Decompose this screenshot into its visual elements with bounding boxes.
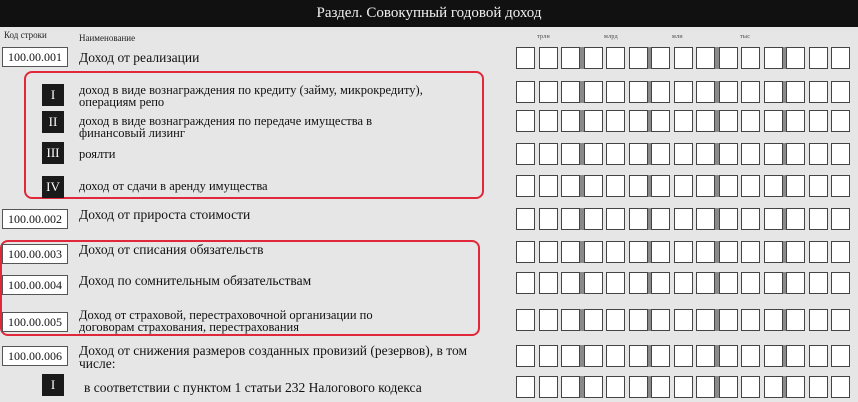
digit-cell[interactable] — [674, 345, 693, 367]
digit-cell[interactable] — [674, 272, 693, 294]
digit-cell[interactable] — [516, 175, 535, 197]
digit-cell[interactable] — [516, 309, 535, 331]
digit-cell[interactable] — [606, 175, 625, 197]
digit-cell[interactable] — [606, 110, 625, 132]
digit-cell[interactable] — [696, 47, 715, 69]
digit-cell[interactable] — [831, 345, 850, 367]
digit-cell[interactable] — [831, 309, 850, 331]
digit-cell[interactable] — [809, 208, 828, 230]
digit-cell[interactable] — [516, 110, 535, 132]
digit-cell[interactable] — [786, 241, 805, 263]
digit-cell[interactable] — [539, 175, 558, 197]
digit-cell[interactable] — [809, 47, 828, 69]
digit-cell[interactable] — [764, 272, 783, 294]
digit-cell[interactable] — [741, 376, 760, 398]
digit-cell[interactable] — [539, 110, 558, 132]
digit-cell[interactable] — [651, 272, 670, 294]
digit-cell[interactable] — [539, 208, 558, 230]
digit-cell[interactable] — [719, 309, 738, 331]
digit-cell[interactable] — [539, 345, 558, 367]
row-label: Доход от снижения размеров созданных провизий (резервов), в том числе: — [79, 343, 468, 371]
row-label: Доход от реализации — [79, 50, 200, 65]
digit-cell[interactable] — [651, 81, 670, 103]
digit-cell[interactable] — [516, 241, 535, 263]
digit-cell[interactable] — [651, 110, 670, 132]
digit-cell[interactable] — [629, 376, 648, 398]
digit-cell[interactable] — [674, 175, 693, 197]
digit-cell[interactable] — [696, 81, 715, 103]
digit-cell[interactable] — [719, 208, 738, 230]
row-label: доход от сдачи в аренду имущества — [79, 179, 268, 193]
digit-cell[interactable] — [539, 241, 558, 263]
digit-cell[interactable] — [719, 110, 738, 132]
row-code: 100.00.002 — [2, 209, 68, 229]
digit-cell[interactable] — [831, 110, 850, 132]
digit-cell[interactable] — [629, 110, 648, 132]
digit-cell[interactable] — [764, 175, 783, 197]
digit-cell[interactable] — [584, 110, 603, 132]
digit-cell[interactable] — [719, 175, 738, 197]
digit-cell[interactable] — [696, 208, 715, 230]
digit-cell[interactable] — [606, 376, 625, 398]
digit-cell[interactable] — [741, 81, 760, 103]
digit-cell[interactable] — [629, 175, 648, 197]
digit-cell[interactable] — [786, 272, 805, 294]
digit-cell[interactable] — [606, 208, 625, 230]
digit-cell[interactable] — [764, 376, 783, 398]
digit-cell[interactable] — [674, 376, 693, 398]
digit-cell[interactable] — [584, 47, 603, 69]
digit-cell[interactable] — [674, 309, 693, 331]
digit-cell[interactable] — [831, 47, 850, 69]
digit-cell[interactable] — [786, 143, 805, 165]
digit-cell[interactable] — [786, 110, 805, 132]
digit-cell[interactable] — [831, 175, 850, 197]
row-code: 100.00.006 — [2, 346, 68, 366]
digit-cell[interactable] — [809, 81, 828, 103]
digit-cell[interactable] — [809, 143, 828, 165]
digit-cell[interactable] — [539, 272, 558, 294]
digit-cell[interactable] — [831, 272, 850, 294]
digit-cell[interactable] — [561, 175, 580, 197]
digit-cell[interactable] — [719, 376, 738, 398]
row-code: 100.00.004 — [2, 275, 68, 295]
unit-billion: млрд — [604, 34, 618, 40]
digit-cell[interactable] — [741, 241, 760, 263]
roman-numeral-badge: IV — [42, 176, 64, 198]
digit-cell[interactable] — [539, 143, 558, 165]
digit-cell[interactable] — [696, 376, 715, 398]
digit-cell[interactable] — [584, 309, 603, 331]
digit-cell[interactable] — [741, 143, 760, 165]
digit-cell[interactable] — [561, 241, 580, 263]
digit-cell[interactable] — [516, 47, 535, 69]
digit-cell[interactable] — [584, 241, 603, 263]
name-column-header: Наименование — [79, 33, 136, 43]
digit-cell[interactable] — [741, 309, 760, 331]
section-title: Раздел. Совокупный годовой доход — [0, 0, 858, 27]
row-label: доход в виде вознаграждения по кредиту (займу, микрокредиту), операциям репо — [79, 83, 423, 109]
roman-numeral-badge: III — [42, 142, 64, 164]
digit-cell[interactable] — [606, 241, 625, 263]
digit-cell[interactable] — [651, 47, 670, 69]
digit-cell[interactable] — [606, 81, 625, 103]
digit-cell[interactable] — [696, 345, 715, 367]
digit-cell[interactable] — [786, 47, 805, 69]
digit-cell[interactable] — [651, 309, 670, 331]
digit-cell[interactable] — [651, 345, 670, 367]
digit-cell[interactable] — [719, 143, 738, 165]
digit-cell[interactable] — [786, 175, 805, 197]
digit-cell[interactable] — [809, 110, 828, 132]
digit-cell[interactable] — [561, 345, 580, 367]
digit-cell[interactable] — [561, 309, 580, 331]
digit-cell[interactable] — [629, 241, 648, 263]
digit-cell[interactable] — [516, 143, 535, 165]
digit-cell[interactable] — [584, 272, 603, 294]
digit-cell[interactable] — [719, 47, 738, 69]
digit-cell[interactable] — [764, 110, 783, 132]
digit-cell[interactable] — [651, 241, 670, 263]
digit-cell[interactable] — [831, 208, 850, 230]
digit-cell[interactable] — [584, 345, 603, 367]
digit-cell[interactable] — [674, 81, 693, 103]
digit-cell[interactable] — [719, 241, 738, 263]
digit-cell[interactable] — [561, 143, 580, 165]
row-label: доход в виде вознаграждения по передаче имущества в финансовый лизинг — [79, 114, 373, 140]
digit-cell[interactable] — [786, 81, 805, 103]
digit-cell[interactable] — [696, 175, 715, 197]
digit-cell[interactable] — [651, 143, 670, 165]
digit-cell[interactable] — [629, 345, 648, 367]
digit-cell[interactable] — [584, 143, 603, 165]
digit-cell[interactable] — [629, 272, 648, 294]
row-label: Доход от прироста стоимости — [79, 207, 251, 222]
digit-cell[interactable] — [561, 81, 580, 103]
row-code: 100.00.005 — [2, 312, 68, 332]
digit-cell[interactable] — [674, 208, 693, 230]
digit-cell[interactable] — [741, 110, 760, 132]
digit-cell[interactable] — [674, 110, 693, 132]
digit-cell[interactable] — [764, 143, 783, 165]
digit-cell[interactable] — [629, 143, 648, 165]
digit-cell[interactable] — [696, 241, 715, 263]
row-label: в соответствии с пунктом 1 статьи 232 Налогового кодекса — [84, 380, 422, 395]
digit-cell[interactable] — [651, 175, 670, 197]
digit-cell[interactable] — [629, 81, 648, 103]
digit-cell[interactable] — [629, 208, 648, 230]
digit-cell[interactable] — [516, 81, 535, 103]
digit-cell[interactable] — [809, 241, 828, 263]
digit-cell[interactable] — [741, 175, 760, 197]
digit-cell[interactable] — [516, 345, 535, 367]
digit-cell[interactable] — [561, 110, 580, 132]
digit-cell[interactable] — [764, 47, 783, 69]
digit-cell[interactable] — [606, 309, 625, 331]
digit-cell[interactable] — [831, 81, 850, 103]
digit-cell[interactable] — [831, 376, 850, 398]
row-label: Доход от списания обязательств — [79, 242, 264, 257]
digit-cell[interactable] — [764, 241, 783, 263]
digit-cell[interactable] — [831, 241, 850, 263]
digit-cell[interactable] — [629, 47, 648, 69]
roman-numeral-badge: I — [42, 84, 64, 106]
digit-cell[interactable] — [539, 81, 558, 103]
digit-cell[interactable] — [786, 309, 805, 331]
digit-cell[interactable] — [539, 47, 558, 69]
digit-cell[interactable] — [561, 272, 580, 294]
digit-cell[interactable] — [674, 143, 693, 165]
digit-cell[interactable] — [606, 47, 625, 69]
digit-cell[interactable] — [606, 345, 625, 367]
digit-cell[interactable] — [741, 345, 760, 367]
digit-cell[interactable] — [764, 208, 783, 230]
digit-cell[interactable] — [629, 309, 648, 331]
digit-cell[interactable] — [516, 272, 535, 294]
row-code: 100.00.003 — [2, 244, 68, 264]
code-column-header: Код строки — [4, 30, 47, 40]
digit-cell[interactable] — [651, 376, 670, 398]
digit-cell[interactable] — [741, 47, 760, 69]
row-code: 100.00.001 — [2, 47, 68, 67]
digit-cell[interactable] — [741, 208, 760, 230]
roman-numeral-badge: II — [42, 111, 64, 133]
digit-cell[interactable] — [809, 175, 828, 197]
row-label: Доход от страховой, перестраховочной организации по договорам страхования, перестрахования — [79, 308, 373, 334]
digit-cell[interactable] — [786, 208, 805, 230]
digit-cell[interactable] — [606, 272, 625, 294]
digit-cell[interactable] — [809, 345, 828, 367]
digit-cell[interactable] — [696, 143, 715, 165]
digit-cell[interactable] — [606, 143, 625, 165]
digit-cell[interactable] — [561, 376, 580, 398]
digit-cell[interactable] — [696, 272, 715, 294]
digit-cell[interactable] — [584, 208, 603, 230]
digit-cell[interactable] — [651, 208, 670, 230]
digit-cell[interactable] — [809, 309, 828, 331]
digit-cell[interactable] — [719, 81, 738, 103]
digit-cell[interactable] — [674, 47, 693, 69]
digit-cell[interactable] — [764, 345, 783, 367]
digit-cell[interactable] — [719, 345, 738, 367]
row-label: роялти — [79, 147, 116, 161]
digit-cell[interactable] — [831, 143, 850, 165]
digit-cell[interactable] — [809, 272, 828, 294]
digit-cell[interactable] — [719, 272, 738, 294]
digit-cell[interactable] — [674, 241, 693, 263]
digit-cell[interactable] — [561, 47, 580, 69]
digit-cell[interactable] — [696, 110, 715, 132]
digit-cell[interactable] — [584, 175, 603, 197]
digit-cell[interactable] — [786, 376, 805, 398]
digit-cell[interactable] — [516, 208, 535, 230]
digit-cell[interactable] — [516, 376, 535, 398]
digit-cell[interactable] — [584, 81, 603, 103]
digit-cell[interactable] — [539, 376, 558, 398]
roman-numeral-badge: I — [42, 374, 64, 396]
digit-cell[interactable] — [584, 376, 603, 398]
digit-cell[interactable] — [741, 272, 760, 294]
unit-trillion: трлн — [537, 34, 551, 40]
digit-cell[interactable] — [764, 81, 783, 103]
unit-thousand: тыс — [740, 34, 751, 40]
row-label: Доход по сомнительным обязательствам — [79, 273, 312, 288]
digit-cell[interactable] — [561, 208, 580, 230]
digit-cell[interactable] — [786, 345, 805, 367]
digit-cell[interactable] — [696, 309, 715, 331]
digit-cell[interactable] — [764, 309, 783, 331]
unit-million: млн — [672, 34, 683, 40]
digit-cell[interactable] — [539, 309, 558, 331]
digit-cell[interactable] — [809, 376, 828, 398]
